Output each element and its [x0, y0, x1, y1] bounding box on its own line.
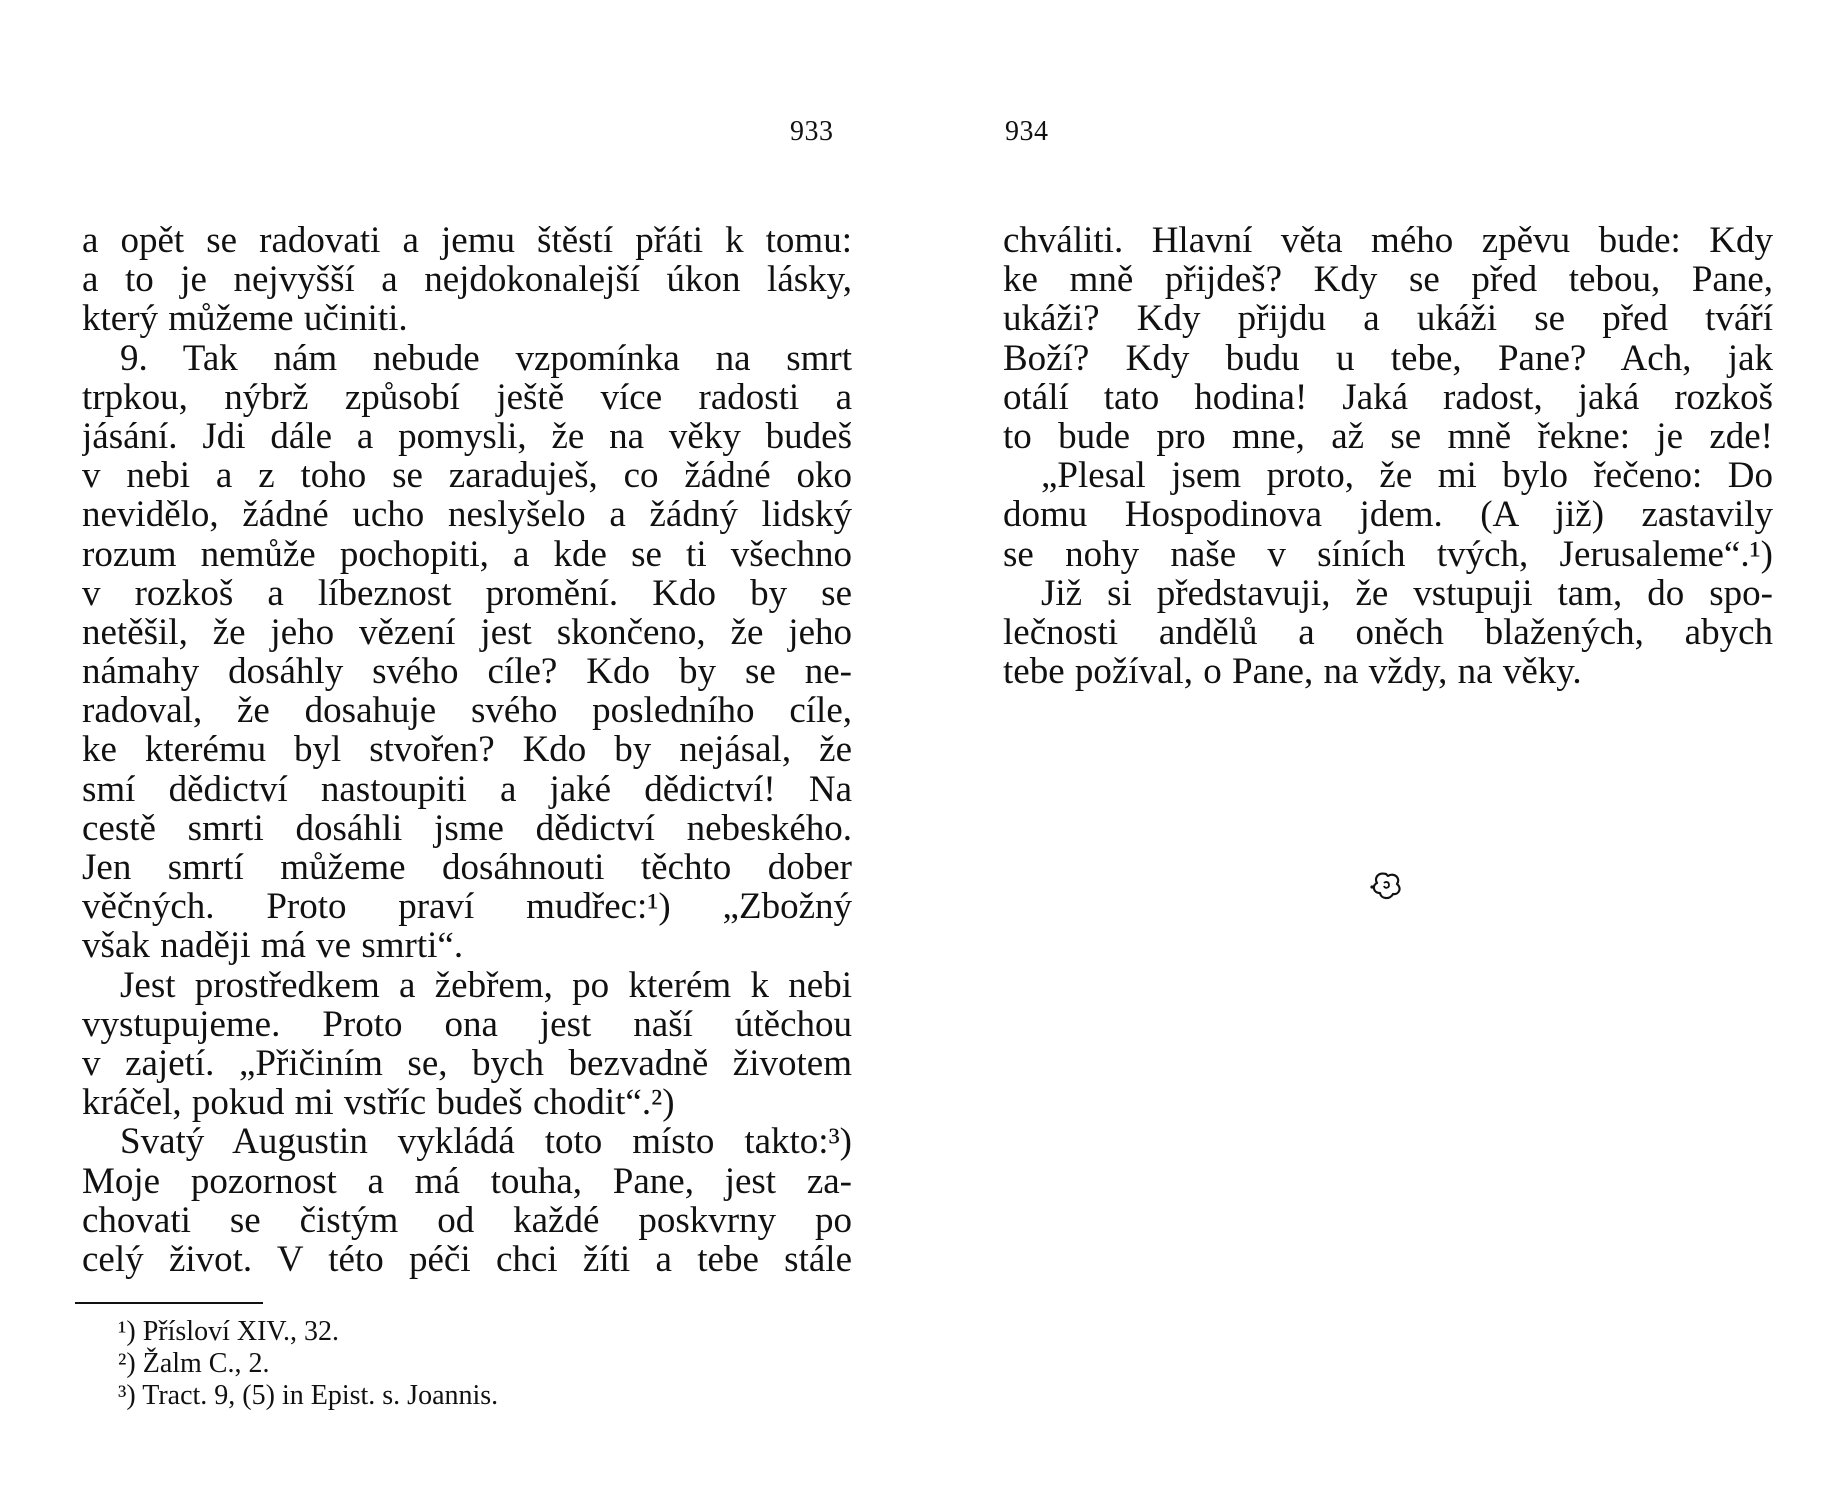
- text-line: domu Hospodinova jdem. (A již) zastavily: [1003, 495, 1773, 535]
- text-line: se nohy naše v síních tvých, Jerusaleme“.¹): [1003, 534, 1773, 574]
- text-line: však naději má ve smrti“.: [82, 926, 464, 966]
- text-line: ke kterému byl stvořen? Kdo by nejásal, že: [82, 730, 852, 770]
- text-line: to bude pro mne, až se mně řekne: je zde!: [1003, 416, 1773, 457]
- text-line: otálí tato hodina! Jaká radost, jaká rozkoš: [1003, 377, 1773, 417]
- text-line: Moje pozornost a má touha, Pane, jest za-: [82, 1161, 852, 1201]
- left-page-text: [82, 221, 852, 1279]
- text-line: Jen smrtí můžeme dosáhnouti těchto dober: [82, 848, 852, 888]
- text-line: jásání. Jdi dále a pomysli, že na věky budeš: [82, 416, 852, 457]
- text-line: Jest prostředkem a žebřem, po kterém k nebi: [120, 965, 852, 1005]
- text-line: tebe požíval, o Pane, na vždy, na věky.: [1003, 652, 1582, 692]
- text-line: námahy dosáhly svého cíle? Kdo by se ne-: [82, 652, 852, 692]
- right-page-text: [1003, 221, 1773, 691]
- text-line: radoval, že dosahuje svého posledního cíle,: [82, 691, 852, 731]
- text-line: cestě smrti dosáhli jsme dědictví nebeského.: [82, 808, 852, 848]
- footnote: ¹) Přísloví XIV., 32.: [118, 1316, 340, 1347]
- text-line: lečnosti andělů a oněch blažených, abych: [1003, 612, 1773, 653]
- page-number-left: 933: [790, 116, 834, 147]
- flourish-ornament-icon: [1366, 866, 1406, 906]
- text-line: ukáži? Kdy přijdu a ukáži se před tváří: [1003, 299, 1773, 339]
- footnotes: [118, 1316, 498, 1412]
- text-line: „Plesal jsem proto, že mi bylo řečeno: Do: [1041, 456, 1773, 496]
- text-line: nevidělo, žádné ucho neslyšelo a žádný lidský: [82, 495, 852, 535]
- text-line: rozum nemůže pochopiti, a kde se ti všechno: [82, 534, 852, 574]
- text-line: v zajetí. „Přičiním se, bych bezvadně životem: [82, 1043, 852, 1084]
- text-line: Boží? Kdy budu u tebe, Pane? Ach, jak: [1003, 338, 1773, 378]
- text-line: 9. Tak nám nebude vzpomínka na smrt: [120, 338, 852, 378]
- text-line: a to je nejvyšší a nejdokonalejší úkon lásky,: [82, 260, 852, 300]
- text-line: chovati se čistým od každé poskvrny po: [82, 1200, 852, 1240]
- text-line: Svatý Augustin vykládá toto místo takto:³): [120, 1122, 852, 1162]
- text-line: kráčel, pokud mi vstříc budeš chodit“.²): [82, 1083, 675, 1123]
- text-line: Již si představuji, že vstupuji tam, do spo-: [1041, 573, 1773, 613]
- text-line: v nebi a z toho se zaraduješ, co žádné oko: [82, 456, 852, 496]
- text-line: který můžeme učiniti.: [82, 299, 408, 339]
- page-number-right: 934: [1005, 116, 1049, 147]
- text-line: smí dědictví nastoupiti a jaké dědictví! Na: [82, 769, 852, 809]
- footnote: ³) Tract. 9, (5) in Epist. s. Joannis.: [118, 1380, 499, 1411]
- text-line: ke mně přijdeš? Kdy se před tebou, Pane,: [1003, 260, 1773, 300]
- text-line: chváliti. Hlavní věta mého zpěvu bude: Kdy: [1003, 221, 1773, 261]
- text-line: vystupujeme. Proto ona jest naší útěchou: [82, 1004, 852, 1044]
- footnote-divider: [75, 1302, 263, 1304]
- footnote: ²) Žalm C., 2.: [118, 1348, 270, 1379]
- text-line: a opět se radovati a jemu štěstí přáti k tomu:: [82, 221, 852, 261]
- text-line: věčných. Proto praví mudřec:¹) „Zbožný: [82, 887, 852, 927]
- text-line: trpkou, nýbrž způsobí ještě více radosti a: [82, 377, 852, 417]
- text-line: netěšil, že jeho vězení jest skončeno, že jeho: [82, 612, 852, 653]
- text-line: celý život. V této péči chci žíti a tebe stále: [82, 1239, 852, 1280]
- text-line: v rozkoš a líbeznost promění. Kdo by se: [82, 573, 852, 613]
